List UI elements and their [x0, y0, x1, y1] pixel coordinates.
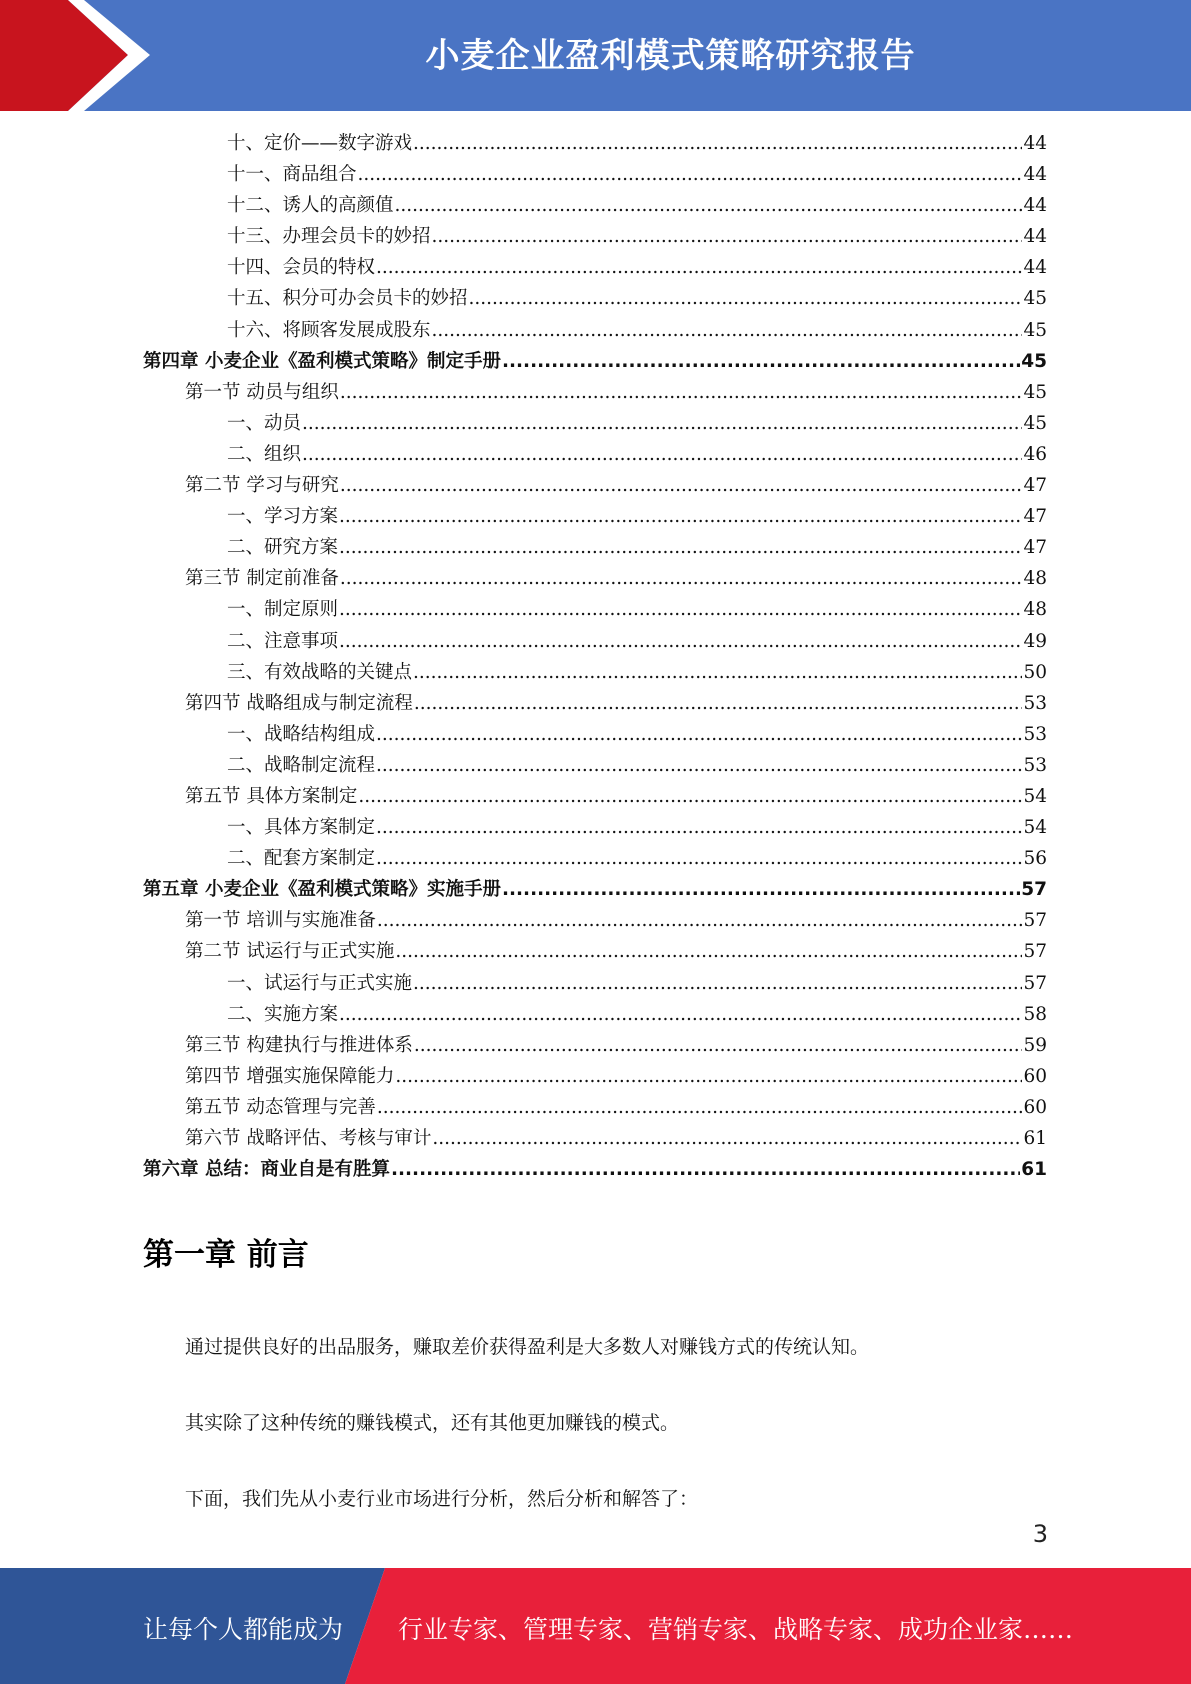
- toc-entry[interactable]: [143, 1154, 1047, 1185]
- table-of-contents: [143, 128, 1047, 1185]
- toc-entry[interactable]: [143, 719, 1047, 750]
- toc-entry[interactable]: [143, 221, 1047, 252]
- toc-leader-dots: [469, 283, 1023, 314]
- toc-entry[interactable]: [143, 377, 1047, 408]
- toc-leader-dots: [339, 999, 1022, 1030]
- toc-entry-title: 一、学习方案: [227, 506, 339, 528]
- toc-entry[interactable]: [143, 626, 1047, 657]
- toc-entry-title: 二、配套方案制定: [227, 848, 376, 870]
- toc-entry[interactable]: [143, 1030, 1047, 1061]
- toc-entry[interactable]: [143, 750, 1047, 781]
- toc-leader-dots: [339, 501, 1022, 532]
- toc-entry-title: 一、战略结构组成: [227, 723, 376, 745]
- toc-leader-dots: [432, 315, 1023, 346]
- toc-entry[interactable]: [143, 315, 1047, 346]
- toc-leader-dots: [376, 252, 1022, 283]
- toc-leader-dots: [414, 1030, 1023, 1061]
- toc-entry-title: 第二节 试运行与正式实施: [185, 941, 395, 963]
- toc-leader-dots: [339, 532, 1022, 563]
- toc-entry[interactable]: [143, 128, 1047, 159]
- toc-entry-title: 三、有效战略的关键点: [227, 661, 413, 683]
- toc-entry[interactable]: [143, 283, 1047, 314]
- toc-entry-page: 47: [1023, 506, 1047, 528]
- toc-entry-title: 二、研究方案: [227, 537, 339, 559]
- toc-entry-page: 57: [1021, 879, 1047, 901]
- toc-entry-page: 50: [1023, 661, 1047, 683]
- toc-entry-page: 44: [1023, 257, 1047, 279]
- toc-leader-dots: [339, 594, 1022, 625]
- toc-entry-title: 十四、会员的特权: [227, 257, 376, 279]
- toc-entry-title: 十、定价——数字游戏: [227, 133, 413, 154]
- toc-entry-title: 第一节 动员与组织: [185, 381, 339, 403]
- toc-entry-title: 第四章 小麦企业《盈利模式策略》制定手册: [143, 350, 501, 372]
- toc-entry-title: 十五、积分可办会员卡的妙招: [227, 288, 468, 310]
- toc-entry-title: 二、组织: [227, 443, 302, 465]
- chapter-heading: 第一章 前言: [143, 1237, 309, 1273]
- page-footer: [0, 1568, 1191, 1684]
- toc-entry-title: 第六节 战略评估、考核与审计: [185, 1128, 432, 1149]
- toc-entry[interactable]: [143, 470, 1047, 501]
- toc-entry-title: 十三、办理会员卡的妙招: [227, 226, 431, 248]
- toc-entry-title: 二、战略制定流程: [227, 754, 376, 776]
- toc-entry-page: 54: [1023, 785, 1047, 807]
- page-number: 3: [1032, 1520, 1048, 1548]
- toc-leader-dots: [340, 563, 1023, 594]
- toc-entry-page: 57: [1023, 941, 1047, 963]
- toc-entry-page: 57: [1023, 910, 1047, 932]
- toc-leader-dots: [377, 905, 1023, 936]
- toc-leader-dots: [302, 408, 1022, 439]
- toc-entry[interactable]: [143, 1092, 1047, 1123]
- toc-entry-title: 第六章 总结：商业自是有胜算: [143, 1159, 390, 1181]
- toc-entry[interactable]: [143, 594, 1047, 625]
- toc-entry-page: 59: [1023, 1034, 1047, 1056]
- toc-entry[interactable]: [143, 159, 1047, 190]
- toc-entry-page: 44: [1023, 226, 1047, 248]
- toc-leader-dots: [391, 1154, 1020, 1185]
- toc-entry-title: 第三节 制定前准备: [185, 568, 339, 590]
- toc-entry-page: 44: [1023, 164, 1047, 186]
- toc-entry-page: 47: [1023, 475, 1047, 497]
- toc-entry[interactable]: [143, 812, 1047, 843]
- toc-leader-dots: [376, 812, 1022, 843]
- toc-entry[interactable]: [143, 874, 1047, 905]
- toc-entry[interactable]: [143, 1061, 1047, 1092]
- toc-entry[interactable]: [143, 905, 1047, 936]
- toc-entry-page: 61: [1021, 1159, 1047, 1181]
- toc-leader-dots: [395, 936, 1022, 967]
- toc-leader-dots: [339, 626, 1022, 657]
- toc-entry[interactable]: [143, 439, 1047, 470]
- toc-leader-dots: [376, 719, 1022, 750]
- toc-entry-title: 第四节 增强实施保障能力: [185, 1065, 395, 1087]
- toc-entry[interactable]: [143, 501, 1047, 532]
- toc-entry-page: 45: [1023, 319, 1047, 341]
- toc-entry-page: 58: [1023, 1003, 1047, 1025]
- toc-leader-dots: [502, 346, 1020, 377]
- toc-entry[interactable]: [143, 346, 1047, 377]
- toc-entry-title: 第五节 具体方案制定: [185, 785, 358, 807]
- toc-entry[interactable]: [143, 532, 1047, 563]
- paragraph: 下面，我们先从小麦行业市场进行分析，然后分析和解答了：: [185, 1488, 699, 1510]
- toc-entry-page: 48: [1023, 568, 1047, 590]
- toc-entry-title: 一、具体方案制定: [227, 817, 376, 839]
- toc-entry[interactable]: [143, 688, 1047, 719]
- toc-leader-dots: [358, 159, 1023, 190]
- toc-entry-page: 53: [1023, 723, 1047, 745]
- toc-entry-page: 44: [1023, 133, 1047, 154]
- toc-leader-dots: [502, 874, 1020, 905]
- toc-leader-dots: [377, 1092, 1023, 1123]
- report-title: 小麦企业盈利模式策略研究报告: [425, 36, 916, 76]
- toc-entry[interactable]: [143, 936, 1047, 967]
- toc-entry-page: 53: [1023, 692, 1047, 714]
- toc-entry-page: 53: [1023, 754, 1047, 776]
- toc-entry[interactable]: [143, 563, 1047, 594]
- footer-slogan-right: 行业专家、管理专家、营销专家、战略专家、成功企业家……: [398, 1615, 1074, 1644]
- toc-leader-dots: [413, 968, 1022, 999]
- toc-entry[interactable]: [143, 843, 1047, 874]
- toc-entry-title: 一、制定原则: [227, 599, 339, 621]
- toc-entry-page: 54: [1023, 817, 1047, 839]
- toc-entry-title: 一、动员: [227, 412, 302, 434]
- toc-leader-dots: [414, 688, 1023, 719]
- toc-entry-title: 第五节 动态管理与完善: [185, 1096, 376, 1118]
- toc-entry-title: 第四节 战略组成与制定流程: [185, 692, 413, 714]
- toc-leader-dots: [432, 221, 1023, 252]
- toc-entry-page: 61: [1023, 1128, 1047, 1149]
- toc-entry[interactable]: [143, 968, 1047, 999]
- toc-entry[interactable]: [143, 190, 1047, 221]
- toc-entry[interactable]: [143, 781, 1047, 812]
- toc-entry-page: 45: [1023, 412, 1047, 434]
- toc-entry-title: 十六、将顾客发展成股东: [227, 319, 431, 341]
- toc-entry-page: 60: [1023, 1096, 1047, 1118]
- toc-entry-page: 48: [1023, 599, 1047, 621]
- toc-entry[interactable]: [143, 408, 1047, 439]
- toc-entry-title: 第一节 培训与实施准备: [185, 910, 376, 932]
- toc-entry-title: 十二、诱人的高颜值: [227, 195, 394, 217]
- paragraph: 通过提供良好的出品服务，赚取差价获得盈利是大多数人对赚钱方式的传统认知。: [185, 1336, 870, 1358]
- toc-entry[interactable]: [143, 999, 1047, 1030]
- toc-entry[interactable]: [143, 1123, 1047, 1154]
- toc-leader-dots: [358, 781, 1022, 812]
- toc-leader-dots: [395, 190, 1023, 221]
- paragraph: 其实除了这种传统的赚钱模式，还有其他更加赚钱的模式。: [185, 1412, 680, 1434]
- toc-entry-title: 第三节 构建执行与推进体系: [185, 1034, 413, 1056]
- toc-leader-dots: [340, 377, 1023, 408]
- toc-leader-dots: [376, 843, 1022, 874]
- toc-leader-dots: [340, 470, 1023, 501]
- toc-entry[interactable]: [143, 657, 1047, 688]
- toc-entry-page: 45: [1021, 350, 1047, 372]
- toc-leader-dots: [413, 657, 1022, 688]
- toc-leader-dots: [432, 1123, 1022, 1154]
- page-header: [0, 0, 1191, 111]
- toc-leader-dots: [395, 1061, 1022, 1092]
- toc-entry-title: 十一、商品组合: [227, 164, 357, 186]
- toc-leader-dots: [302, 439, 1022, 470]
- toc-entry-title: 第二节 学习与研究: [185, 475, 339, 497]
- toc-entry-page: 57: [1023, 972, 1047, 994]
- toc-entry-page: 56: [1023, 848, 1047, 870]
- footer-slogan-left: 让每个人都能成为: [143, 1615, 344, 1644]
- toc-leader-dots: [413, 128, 1022, 159]
- toc-entry-title: 第五章 小麦企业《盈利模式策略》实施手册: [143, 879, 501, 901]
- toc-entry-title: 二、实施方案: [227, 1003, 339, 1025]
- toc-entry-title: 二、注意事项: [227, 630, 339, 652]
- toc-entry[interactable]: [143, 252, 1047, 283]
- toc-entry-title: 一、试运行与正式实施: [227, 972, 413, 994]
- toc-entry-page: 60: [1023, 1065, 1047, 1087]
- toc-entry-page: 45: [1023, 288, 1047, 310]
- toc-entry-page: 49: [1023, 630, 1047, 652]
- toc-leader-dots: [376, 750, 1022, 781]
- toc-entry-page: 46: [1023, 443, 1047, 465]
- toc-entry-page: 44: [1023, 195, 1047, 217]
- toc-entry-page: 45: [1023, 381, 1047, 403]
- toc-entry-page: 47: [1023, 537, 1047, 559]
